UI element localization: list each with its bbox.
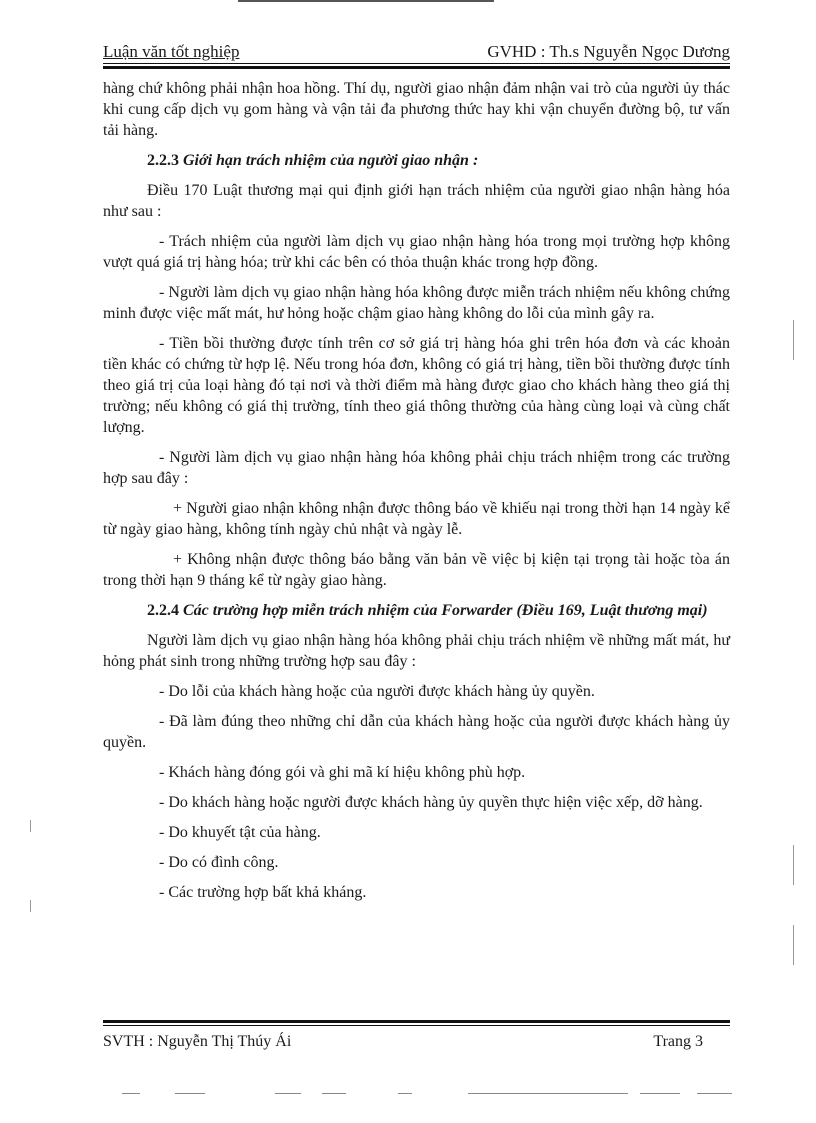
- scan-mark: [30, 900, 31, 912]
- section-title: Các trường hợp miễn trách nhiệm của Forwarder (Điều 169, Luật thương mại): [183, 602, 708, 619]
- section-number: 2.2.4: [147, 602, 179, 619]
- bullet-paragraph: - Đã làm đúng theo những chỉ dẫn của khách hàng hoặc của người được khách hàng ủy quyền.: [103, 713, 730, 751]
- scan-mark: [697, 1093, 732, 1094]
- section-heading-2-2-4: [103, 600, 730, 621]
- scan-mark: [640, 1093, 680, 1094]
- bullet-paragraph: - Trách nhiệm của người làm dịch vụ giao nhận hàng hóa trong mọi trường hợp không vượt quá giá trị hàng hóa; trừ khi các bên có thỏa thuận khác trong hợp đồng.: [103, 233, 730, 271]
- intro-paragraph: hàng chứ không phải nhận hoa hồng. Thí dụ, người giao nhận đảm nhận vai trò của người ủy thác khi cung cấp dịch vụ gom hàng và vận tải đa phương thức hay khi vận chuyển đường bộ, tư vấn tải hàng.: [103, 80, 730, 139]
- scan-mark: [468, 1093, 628, 1094]
- section-heading-2-2-3: [103, 150, 730, 171]
- paragraph: Người làm dịch vụ giao nhận hàng hóa không phải chịu trách nhiệm về những mất mát, hư hỏng phát sinh trong những trường hợp sau đây :: [103, 632, 730, 670]
- footer-rule-thick: [103, 1020, 730, 1023]
- header-rule-thick: [103, 66, 730, 69]
- bullet-paragraph: - Do lỗi của khách hàng hoặc của người được khách hàng ủy quyền.: [159, 683, 595, 700]
- scan-mark: [322, 1093, 346, 1094]
- footer-student: SVTH : Nguyễn Thị Thúy Ái: [103, 1033, 292, 1050]
- scan-mark: [175, 1093, 205, 1094]
- bullet-paragraph: - Tiền bồi thường được tính trên cơ sở giá trị hàng hóa ghi trên hóa đơn và các khoản tiền khác có chứng từ hợp lệ. Nếu trong hóa đơn, không có giá trị hàng, tiền bồi thường được tính theo giá trị của loại hàng đó tại nơi và thời điểm mà hàng được giao cho khách hàng theo giá thị trường; nếu không có giá thị trường, tính theo giá thông thường của hàng cùng loại và cùng chất lượng.: [103, 335, 730, 436]
- section-number: 2.2.3: [147, 152, 179, 169]
- scan-mark: [793, 845, 794, 885]
- bullet-paragraph: - Người làm dịch vụ giao nhận hàng hóa không phải chịu trách nhiệm trong các trường hợp sau đây :: [103, 449, 730, 487]
- paragraph: Điều 170 Luật thương mại qui định giới hạn trách nhiệm của người giao nhận hàng hóa như sau :: [103, 182, 730, 220]
- footer-rule-thin: [103, 1025, 730, 1026]
- header-rule-thin: [103, 63, 730, 64]
- bullet-paragraph: - Do khách hàng hoặc người được khách hàng ủy quyền thực hiện việc xếp, dỡ hàng.: [159, 794, 703, 811]
- scan-mark: [275, 1093, 301, 1094]
- scan-mark: [122, 1093, 140, 1094]
- bullet-paragraph: - Do khuyết tật của hàng.: [159, 824, 321, 841]
- header-thesis-label: Luận văn tốt nghiệp: [103, 42, 240, 61]
- scan-mark: [793, 925, 794, 965]
- scan-mark: [398, 1093, 412, 1094]
- bullet-paragraph: - Các trường hợp bất khả kháng.: [159, 884, 367, 901]
- page-footer: [103, 1033, 703, 1051]
- section-title: Giới hạn trách nhiệm của người giao nhận :: [183, 152, 479, 169]
- bullet-paragraph: - Do có đình công.: [159, 854, 279, 871]
- sub-bullet-paragraph: + Người giao nhận không nhận được thông báo về khiếu nại trong thời hạn 14 ngày kể từ ngày giao hàng, không tính ngày chủ nhật và ngày lễ.: [103, 500, 730, 538]
- page-body: [103, 78, 730, 912]
- bullet-paragraph: - Người làm dịch vụ giao nhận hàng hóa không được miễn trách nhiệm nếu không chứng minh được việc mất mát, hư hỏng hoặc chậm giao hàng không do lỗi của mình gây ra.: [103, 284, 730, 322]
- page-header: [103, 42, 730, 62]
- bullet-paragraph: - Khách hàng đóng gói và ghi mã kí hiệu không phù hợp.: [159, 764, 526, 781]
- page-number: Trang 3: [653, 1033, 703, 1050]
- scan-mark: [30, 820, 31, 832]
- header-advisor: GVHD : Th.s Nguyễn Ngọc Dương: [487, 42, 730, 61]
- sub-bullet-paragraph: + Không nhận được thông báo bằng văn bản về việc bị kiện tại trọng tài hoặc tòa án trong thời hạn 9 tháng kể từ ngày giao hàng.: [103, 551, 730, 589]
- scan-mark: [793, 320, 794, 360]
- scan-mark: [238, 0, 494, 2]
